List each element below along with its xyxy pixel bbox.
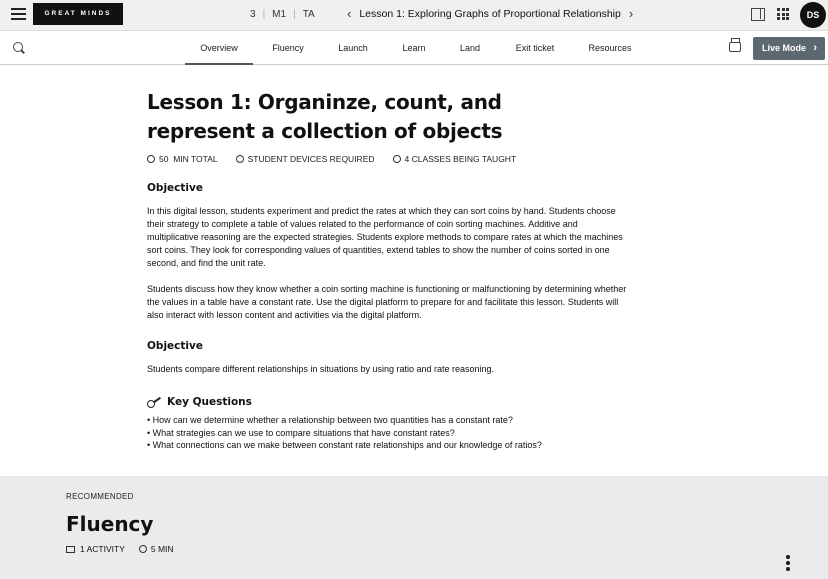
key-questions-heading: Key Questions: [167, 396, 252, 408]
tab-launch[interactable]: Launch: [338, 43, 368, 53]
objective-paragraph-2: Students discuss how they know whether a coin sorting machine is functioning or malfunctioning by determining whether the values in a table have a constant rate. Use the digital platform to prepare for and facilitate this lesson. Students will also interact with lesson content and activities via the digital platform.: [147, 284, 627, 320]
classes-icon: [393, 155, 401, 163]
logo[interactable]: GREAT MINDS: [33, 3, 123, 25]
meta-duration: [147, 154, 218, 164]
next-lesson-icon[interactable]: ›: [628, 6, 634, 21]
tab-land[interactable]: Land: [459, 43, 481, 53]
meta-minutes: 50: [159, 154, 169, 164]
lesson-meta: [147, 154, 627, 164]
lesson-nav-title: Lesson 1: Exploring Graphs of Proportional Relationship: [359, 8, 621, 20]
clock-icon: [139, 545, 147, 553]
objective-paragraph: In this digital lesson, students experiment and predict the rates at which they can sort coins by hand. Students choose their strategy to complete a table of values related to the performance of coin sorting machines. Additive and multiplicative reasoning are the expected strategies. Students explore methods to compare rates at which the machines sort coins. They look for corresponding values of quantities, extend tables to show the number of coins sorted in one second, and find the unit rate.: [147, 206, 623, 268]
top-bar: [0, 0, 828, 31]
apps-grid-icon[interactable]: [777, 8, 789, 20]
breadcrumb-grade[interactable]: 3: [250, 9, 256, 20]
tab-learn[interactable]: Learn: [402, 43, 426, 53]
objective-2-paragraph: Students compare different relationships in situations by using ratio and rate reasoning.: [147, 364, 495, 374]
list-item: • How can we determine whether a relationship between two quantities has a constant rate?: [147, 415, 513, 425]
list-item: • What connections can we make between constant rate relationships and our knowledge of ratios?: [147, 440, 542, 450]
activity-time: 5 MIN: [150, 544, 174, 554]
meta-devices-text: STUDENT DEVICES REQUIRED: [247, 154, 375, 164]
search-icon[interactable]: [13, 42, 23, 52]
breadcrumb: 3 | M1 | TA: [250, 9, 315, 20]
list-item: • What strategies can we use to compare situations that have constant rates?: [147, 427, 455, 438]
lesson-overview: [147, 88, 627, 452]
meta-minutes-label: MIN TOTAL: [173, 154, 218, 164]
key-questions-list: [147, 414, 627, 452]
student-devices-icon: [236, 155, 244, 163]
more-options-icon[interactable]: [786, 555, 790, 573]
meta-classes: [393, 154, 517, 164]
activity-count: 1 ACTIVITY: [80, 544, 125, 554]
objective-heading: Objective: [147, 182, 203, 194]
page-title: Lesson 1: Organinze, count, and represent a collection of objects: [147, 90, 503, 143]
key-icon: [147, 396, 161, 408]
print-icon[interactable]: [729, 42, 741, 52]
tab-overview[interactable]: Overview: [185, 31, 253, 65]
tab-exit-ticket[interactable]: Exit ticket: [515, 43, 555, 53]
breadcrumb-topic[interactable]: TA: [302, 9, 315, 20]
live-mode-button[interactable]: [753, 37, 825, 60]
tab-bar: [0, 31, 828, 65]
previous-lesson-icon[interactable]: ‹: [347, 6, 352, 21]
recommended-label: RECOMMENDED: [66, 492, 134, 501]
tab-resources[interactable]: Resources: [588, 43, 632, 53]
key-questions-header: [147, 396, 627, 408]
lesson-navigator: [343, 8, 637, 20]
tab-fluency[interactable]: Fluency: [272, 43, 304, 53]
side-panel-icon[interactable]: [751, 8, 765, 21]
recommended-title[interactable]: Fluency: [66, 512, 154, 536]
breadcrumb-module[interactable]: M1: [272, 9, 287, 20]
chevron-right-icon: ›: [813, 42, 817, 54]
meta-devices: [236, 154, 375, 164]
live-mode-label: Live Mode: [762, 43, 807, 53]
recommended-meta: [66, 544, 174, 554]
clock-icon: [147, 155, 155, 163]
meta-classes-text: 4 CLASSES BEING TAUGHT: [404, 154, 517, 164]
avatar[interactable]: DS: [800, 2, 826, 28]
recommended-section: [0, 476, 828, 579]
menu-icon[interactable]: [11, 8, 26, 20]
map-icon: [66, 546, 75, 553]
objective-heading-2: Objective: [147, 340, 203, 352]
